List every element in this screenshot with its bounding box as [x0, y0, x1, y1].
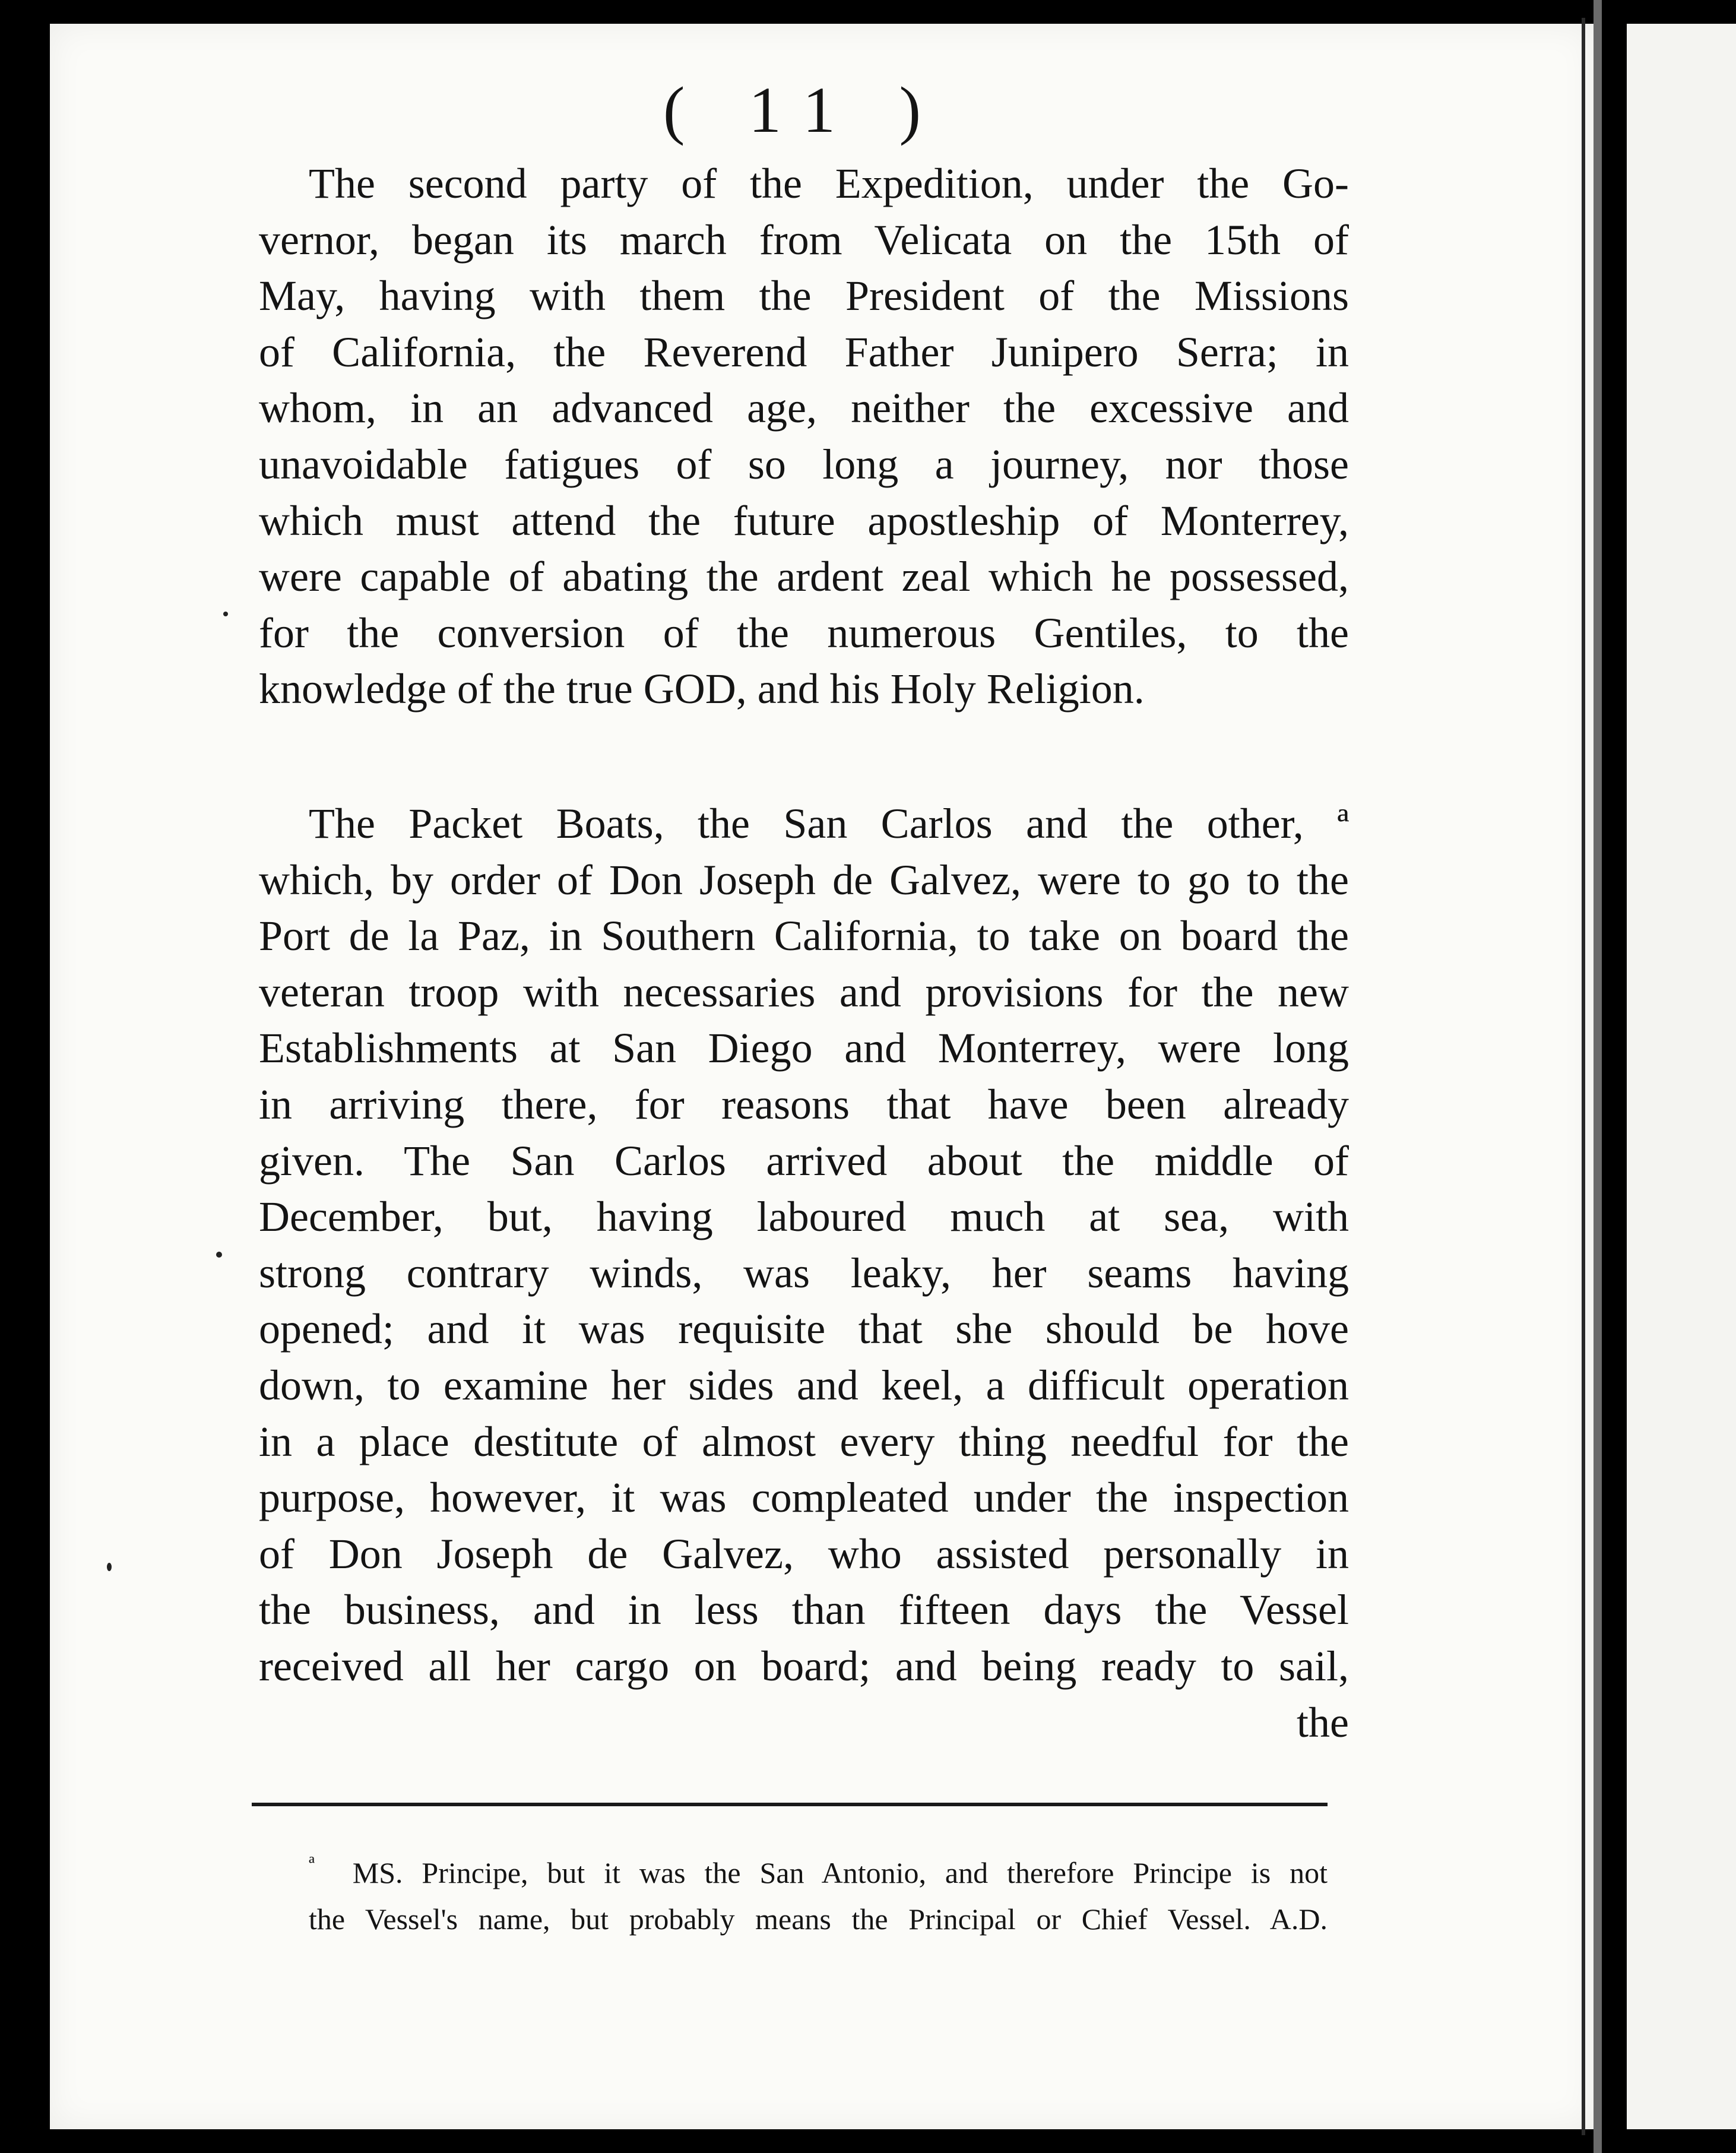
text-line: of Don Joseph de Galvez, who assisted personally in: [259, 1530, 1349, 1578]
text-line: December, but, having laboured much at sea, with: [259, 1193, 1349, 1241]
text-line: which must attend the future apostleship of Monterrey,: [259, 496, 1349, 544]
text-line: strong contrary winds, was leaky, her seams having: [259, 1249, 1349, 1297]
text-line: received all her cargo on board; and being ready to sail,: [259, 1642, 1349, 1690]
text-line: of California, the Reverend Father Junipero Serra; in: [259, 328, 1349, 376]
page-edge-shadow: [1582, 18, 1585, 2135]
text-line: May, having with them the President of the Missions: [259, 272, 1349, 320]
book-gutter: [1594, 0, 1602, 2153]
text-line: Establishments at San Diego and Monterrey, were long: [259, 1024, 1349, 1072]
text-line: down, to examine her sides and keel, a difficult operation: [259, 1361, 1349, 1409]
footnote-marker: ª: [309, 1852, 315, 1876]
facing-page-edge: [1627, 24, 1736, 2129]
text-line: opened; and it was requisite that she should be hove: [259, 1305, 1349, 1353]
text-line: given. The San Carlos arrived about the middle of: [259, 1136, 1349, 1185]
scan-speck: [223, 612, 228, 616]
paragraph-1: [259, 156, 1349, 717]
text-line: in arriving there, for reasons that have been already: [259, 1080, 1349, 1128]
footnote: [309, 1841, 1328, 1942]
text-line: Port de la Paz, in Southern California, to take on board the: [259, 912, 1349, 960]
text-line: whom, in an advanced age, neither the excessive and: [259, 384, 1349, 432]
text-line: The Packet Boats, the San Carlos and the other, ª: [309, 800, 1349, 847]
text-line: The second party of the Expedition, under the Go-: [309, 160, 1349, 207]
scan-speck: [107, 1563, 112, 1571]
text-line: purpose, however, it was compleated under the inspection: [259, 1474, 1349, 1522]
text-line: which, by order of Don Joseph de Galvez, were to go to the: [259, 856, 1349, 904]
text-line: unavoidable fatigues of so long a journey, nor those: [259, 440, 1349, 488]
text-line: veteran troop with necessaries and provisions for the new: [259, 968, 1349, 1016]
paragraph-2: [259, 796, 1349, 1750]
footnote-separator: [252, 1803, 1328, 1806]
footnote-line: the Vessel's name, but probably means the Principal or Chief Vessel. A.D.: [309, 1902, 1328, 1936]
catchword: the: [1297, 1698, 1349, 1746]
text-line: vernor, began its march from Velicata on the 15th of: [259, 216, 1349, 264]
text-line: the business, and in less than fifteen days the Vessel: [259, 1586, 1349, 1634]
page-number-header: ( 11 ): [663, 74, 945, 146]
text-line: knowledge of the true GOD, and his Holy Religion.: [259, 665, 1145, 713]
text-line: for the conversion of the numerous Gentiles, to the: [259, 609, 1349, 657]
footnote-line: $^ª$ MS. Principe, but it was the San Antonio, and therefore Principe is not: [309, 1852, 1328, 1889]
text-line: in a place destitute of almost every thing needful for the: [259, 1417, 1349, 1465]
text-line: were capable of abating the ardent zeal which he possessed,: [259, 553, 1349, 601]
scan-speck: [216, 1252, 222, 1258]
